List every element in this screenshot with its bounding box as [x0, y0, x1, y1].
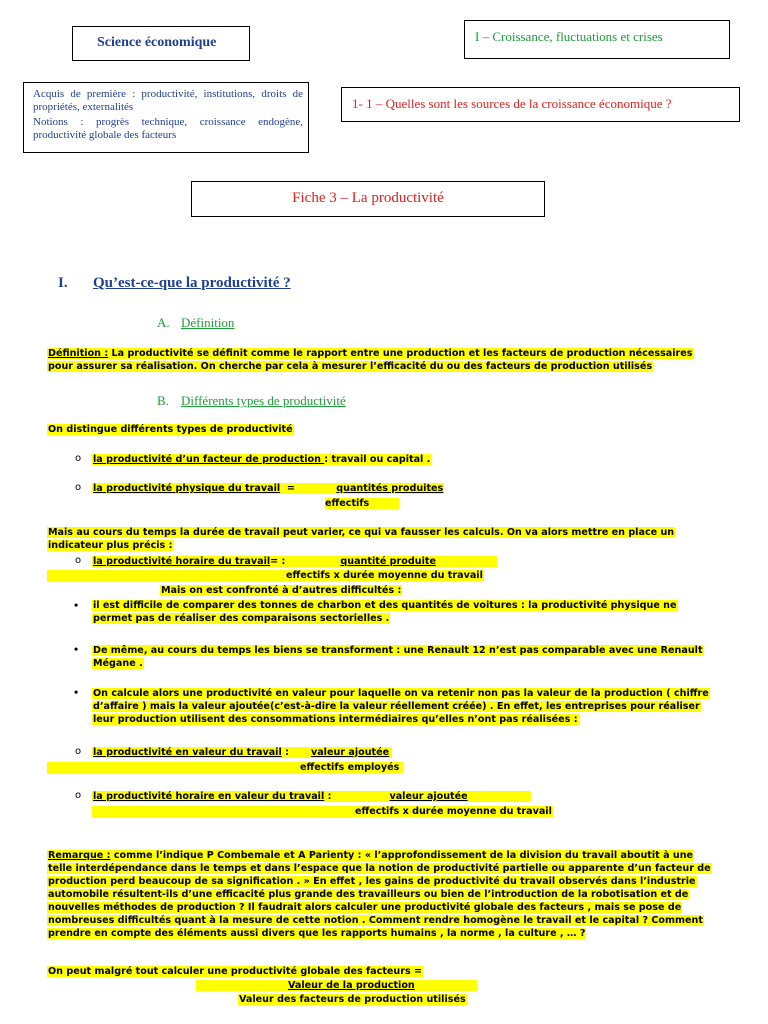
chapter-title: I – Croissance, fluctuations et crises	[475, 29, 663, 44]
subsection-a-number: A.	[157, 315, 170, 330]
types-intro	[47, 423, 294, 436]
item2-denominator: effectifs	[325, 498, 399, 509]
item3-numerator: quantité produite	[340, 556, 436, 567]
pgf-denominator-row	[238, 993, 467, 1006]
item2-eq: =	[280, 483, 309, 494]
remarque-label: Remarque :	[48, 850, 111, 861]
bullet-icon: o	[75, 746, 82, 757]
confronte-line	[160, 584, 402, 597]
subsection-b-title: Différents types de productivité	[181, 393, 346, 408]
item5-denominator: effectifs x durée moyenne du travail	[355, 806, 552, 817]
item4-denominator: effectifs employés	[299, 762, 403, 773]
list-item	[92, 482, 444, 495]
dot2-line-2: Mégane .	[93, 658, 143, 669]
item3-denominator-row	[285, 569, 484, 582]
remarque-line-1: comme l’indique P Combemale et A Parienty : « l’approfondissement de la division du travail aboutit à une	[110, 850, 694, 861]
subsection-a-title: Définition	[181, 315, 235, 330]
remarque-line-4: automobile résultent-ils d’une efficacité plus grande des travailleurs ou bien de l’introduction de la robotisation et de	[48, 889, 689, 900]
item3-denominator: effectifs x durée moyenne du travail	[286, 570, 483, 581]
bullet-icon: o	[75, 453, 82, 464]
remarque-line-2: telle interdépendance dans le temps et dans l’espace que la notion de productivité partielle ou apparente d’un facteur de	[48, 863, 711, 874]
item4-denominator-row	[299, 761, 403, 774]
remarque-line-7: prendre en compte des éléments aussi divers que les rapports humains , la norme , la culture , … ?	[48, 928, 586, 939]
prereq-line1: Acquis de première : productivité, institutions, droits de propriétés, externalités	[33, 88, 303, 113]
subject-title: Science économique	[97, 35, 217, 50]
pgf-denominator: Valeur des facteurs de production utilisés	[239, 994, 466, 1005]
subject-box	[72, 26, 250, 61]
pgf-intro	[47, 965, 423, 978]
dot3-line-2: d’affaire ) mais la valeur ajoutée(c’est-à-dire la valeur réellement créée) . En effet, les entreprises pour réaliser	[93, 701, 700, 712]
item1-rest: : travail ou capital .	[324, 454, 431, 465]
dot1-line-1: il est difficile de comparer des tonnes de charbon et des quantités de voitures : la productivité physique ne	[93, 600, 677, 611]
section-title: Qu’est-ce-que la productivité ?	[93, 275, 291, 291]
question-text: 1- 1 – Quelles sont les sources de la croissance économique ?	[352, 96, 672, 111]
dot3-line-3: leur production utilisent des consommations intermédiaires qu’elles n’ont pas réalisées :	[93, 714, 578, 725]
highlight-bar	[47, 570, 285, 582]
bullet-dot-icon: •	[74, 598, 79, 612]
bullet-icon: o	[75, 790, 82, 801]
item4-label: la productivité en valeur du travail	[93, 747, 282, 758]
section-number: I.	[58, 275, 68, 291]
prereq-line2: Notions : progrès technique, croissance endogène, productivité globale des facteurs	[33, 116, 303, 141]
definition-label: Définition :	[48, 348, 109, 359]
item5-label: la productivité horaire en valeur du travail	[93, 791, 325, 802]
confronte-text: Mais on est confronté à d’autres difficultés :	[161, 585, 402, 596]
bullet-dot-icon: •	[74, 685, 79, 699]
item5-numerator: valeur ajoutée	[389, 791, 468, 802]
definition-paragraph	[47, 347, 727, 373]
types-intro-text: On distingue différents types de productivité	[48, 424, 293, 435]
highlight-bar	[92, 806, 354, 818]
dot3-line-1: On calcule alors une productivité en valeur pour laquelle on va retenir non pas la valeur de la production ( chiffre	[93, 688, 709, 699]
list-item	[92, 453, 431, 466]
remarque-paragraph	[47, 849, 737, 940]
bullet-icon: o	[75, 482, 82, 493]
mais-line-1: Mais au cours du temps la durée de travail peut varier, ce qui va fausser les calculs. On va alors mettre en place un	[48, 527, 675, 538]
dot-item-2	[92, 644, 732, 670]
subsection-b-number: B.	[157, 393, 169, 408]
prereq-box	[23, 82, 309, 153]
pgf-numerator: Valeur de la production	[196, 980, 477, 991]
fiche-box	[191, 181, 545, 217]
remarque-line-3: production perd beaucoup de sa signification . » En effet , les gains de productivité du travail observés dans l’industrie	[48, 876, 696, 887]
list-item	[92, 555, 497, 568]
definition-text-2: pour assurer sa réalisation. On cherche par cela à mesurer l’efficacité du ou des facteurs de production utilisés	[48, 361, 653, 372]
highlight-bar	[47, 762, 299, 774]
list-item	[92, 746, 392, 759]
item2-numerator: quantités produites	[336, 483, 444, 494]
bullet-dot-icon: •	[74, 642, 79, 656]
pgf-numerator-row	[196, 979, 477, 992]
dot-item-3	[92, 687, 732, 726]
fiche-title: Fiche 3 – La productivité	[292, 190, 444, 206]
remarque-line-6: nombreuses difficultés quant à la mesure de cette notion . Comment rendre homogène le travail et le capital ? Comment	[48, 915, 703, 926]
dot2-line-1: De même, au cours du temps les biens se transforment : une Renault 12 n’est pas comparable avec une Renault	[93, 645, 703, 656]
list-item	[92, 790, 531, 803]
item3-label: la productivité horaire du travail	[93, 556, 271, 567]
item1-label: la productivité d’un facteur de production	[93, 454, 325, 465]
item5-denominator-row	[354, 805, 553, 818]
pgf-intro-text: On peut malgré tout calculer une productivité globale des facteurs =	[48, 966, 423, 977]
question-box	[341, 87, 740, 122]
remarque-line-5: nouvelles méthodes de production ? Il faudrait alors calculer une productivité globale des facteurs , mais se pose de	[48, 902, 682, 913]
mais-line-2: indicateur plus précis :	[48, 540, 173, 551]
dot1-line-2: permet pas de réaliser des comparaisons sectorielles .	[93, 613, 390, 624]
item2-label: la productivité physique du travail	[93, 483, 281, 494]
item5-eq: :	[324, 791, 332, 802]
item2-denominator-row	[325, 497, 399, 510]
dot-item-1	[92, 599, 732, 625]
item3-eq: = :	[270, 556, 286, 567]
chapter-box	[464, 20, 730, 59]
item4-eq: :	[281, 747, 289, 758]
definition-text-1: La productivité se définit comme le rapport entre une production et les facteurs de production nécessaires	[108, 348, 693, 359]
item4-numerator: valeur ajoutée	[310, 747, 390, 758]
bullet-icon: o	[75, 555, 82, 566]
paragraph-duree	[47, 526, 727, 552]
